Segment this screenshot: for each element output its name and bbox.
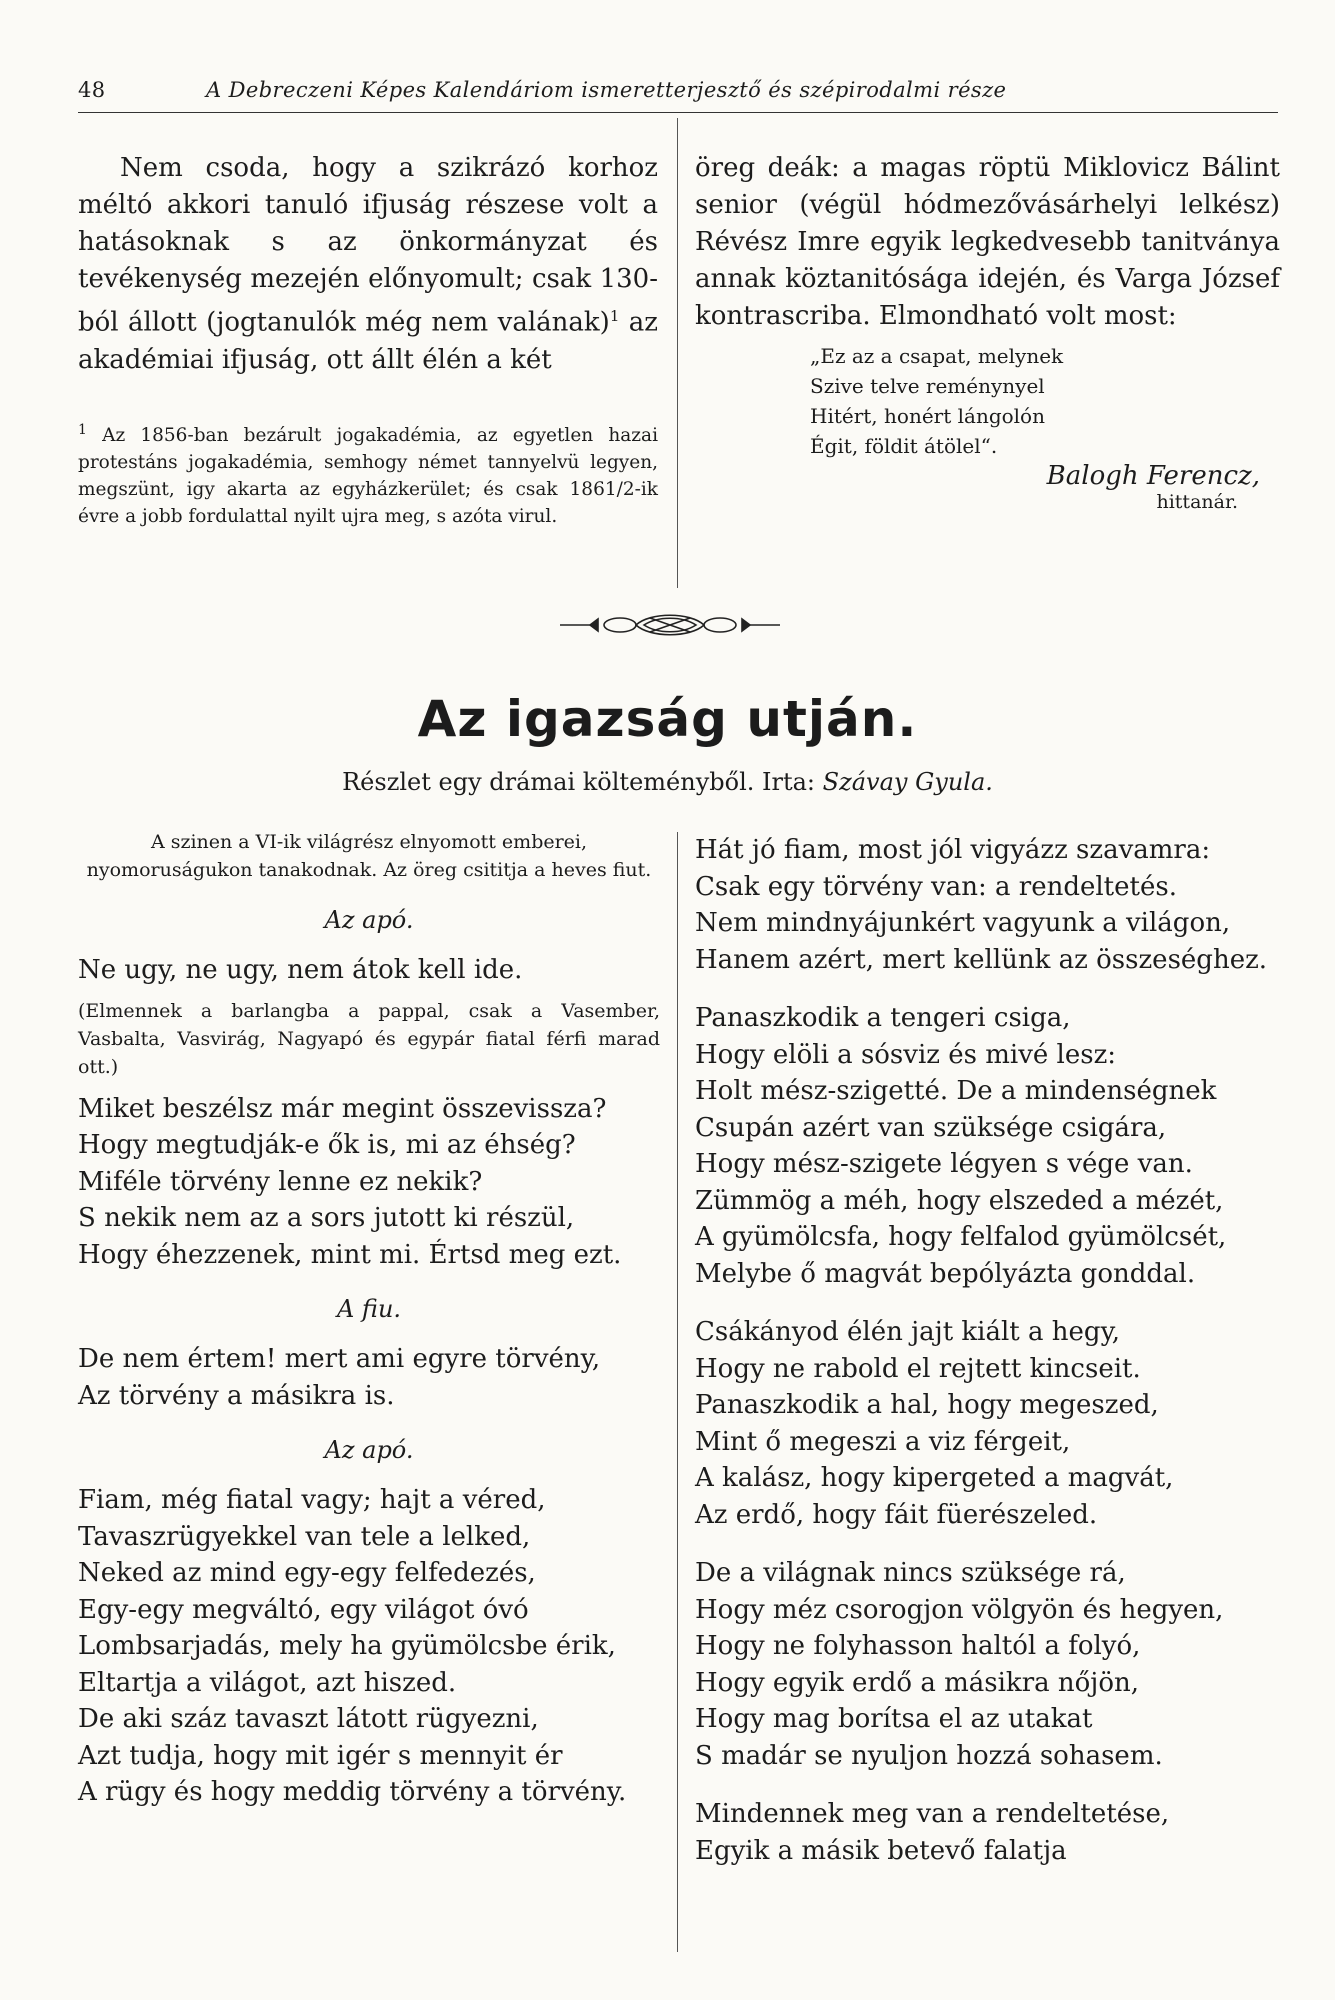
footnote-marker: 1 [78, 421, 87, 438]
verse-quote: „Ez az a csapat, melynek Szive telve reménynyel Hitért, honért lángolón Égit, földit átölel“. [810, 344, 1064, 458]
verse-block: Miket beszélsz már megint összevissza? Hogy megtudják-e ők is, mi az éhség? Miféle törvény lenne ez nekik? S nekik nem az a sors jutott ki részül, Hogy éhezzenek, mint mi. Értsd meg ezt. [78, 1093, 622, 1270]
column-divider [677, 118, 678, 588]
article-subtitle: Részlet egy drámai költeményből. Irta: Szávay Gyula. [342, 768, 993, 796]
stanza: Panaszkodik a tengeri csiga, Hogy elöli a sósviz és mivé lesz: Holt mész-szigetté. De a mindenségnek Csupán azért van szüksége csigára, Hogy mész-szigete légyen s vége van. Zümmög a méh, hogy elszeded a mézét, A gyümölcsfa, hogy felfalod gyümölcsét, Melybe ő magvát bepólyázta gonddal. [695, 1003, 1227, 1289]
page-header [78, 78, 1278, 113]
stanza: Mindennek meg van a rendeltetése, Egyik a másik betevő falatja [695, 1799, 1170, 1866]
intro-left-column [78, 150, 658, 530]
speaker-label: Az apó. [324, 1436, 414, 1464]
poem-left-column [78, 828, 660, 1811]
running-title: A Debreczeni Képes Kalendáriom ismeretterjesztő és szépirodalmi része [206, 78, 1007, 102]
footnote: $^1$ Az 1856-ban bezárult jogakadémia, az egyetlen hazai protestáns jogakadémia, semhogy német tannyelvü legyen, megszünt, igy akarta az egyházkerület; és csak 1861/2-ik évre a jobb fordulattal nyilt ujra meg, s azóta virul. [78, 421, 658, 527]
footnote-reference: 1 [609, 307, 620, 325]
verse-block: Ne ugy, ne ugy, nem átok kell ide. [78, 955, 523, 985]
ornament-divider-icon [540, 610, 800, 640]
intro-paragraph-left: Nem csoda, hogy a szikrázó korhoz méltó akkori tanuló ifjuság részese volt a hatásoknak s az önkormányzat és tevékenység mezején előnyomult; csak 130-ból állott (jogtanulók még nem valának)$^1$ az akadémiai ifjuság, ott állt élén a két [78, 153, 659, 375]
verse-block: De nem értem! mert ami egyre törvény, Az törvény a másikra is. [78, 1344, 601, 1411]
article-title: Az igazság utján. [417, 690, 918, 748]
stanza: De a világnak nincs szüksége rá, Hogy méz csorogjon völgyön és hegyen, Hogy ne folyhasson haltól a folyó, Hogy egyik erdő a másikra nőjön, Hogy mag borítsa el az utakat S madár se nyuljon hozzá sohasem. [695, 1558, 1224, 1771]
stanza: Csákányod élén jajt kiált a hegy, Hogy ne rabold el rejtett kincseit. Panaszkodik a hal, hogy megeszed, Mint ő megeszi a viz férgeit, A kalász, hogy kipergeted a magvát, Az erdő, hogy fáit füerészeled. [695, 1317, 1174, 1530]
stage-direction: (Elmennek a barlangba a pappal, csak a Vasember, Vasbalta, Vasvirág, Nagyapó és egypár fiatal férfi marad ott.) [78, 999, 660, 1078]
column-divider [677, 832, 678, 1952]
author-name: Szávay Gyula. [822, 768, 993, 796]
signature-name: Balogh Ferencz, [1046, 461, 1260, 491]
intro-paragraph-right: öreg deák: a magas röptü Miklovicz Bálint senior (végül hódmezővásárhelyi lelkész) Révész Imre egyik legkedvesebb tanitványa annak köztanitósága idején, és Varga József kontrascriba. Elmondható volt most: [695, 153, 1280, 331]
verse-block: Fiam, még fiatal vagy; hajt a véred, Tavaszrügyekkel van tele a lelked, Neked az mind egy-egy felfedezés, Egy-egy megváltó, egy világot óvó Lombsarjadás, mely ha gyümölcsbe érik, Eltartja a világot, azt hiszed. De aki száz tavaszt látott rügyezni, Azt tudja, hogy mit igér s mennyit ér A rügy és hogy meddig törvény a törvény. [78, 1485, 627, 1807]
signature-role: hittanár. [1156, 491, 1238, 513]
speaker-label: Az apó. [324, 906, 414, 934]
poem-right-column [695, 832, 1280, 1869]
signature [695, 461, 1260, 513]
stanza: Hát jó fiam, most jól vigyázz szavamra: Csak egy törvény van: a rendeltetés. Nem mindnyájunkért vagyunk a világon, Hanem azért, mert kellünk az összeséghez. [695, 835, 1268, 975]
intro-right-column [695, 150, 1280, 513]
page-number: 48 [78, 78, 106, 102]
stage-direction: A szinen a VI-ik világrész elnyomott emberei, nyomoruságukon tanakodnak. Az öreg csititja a heves fiut. [86, 831, 652, 881]
speaker-label: A fiu. [336, 1295, 402, 1323]
